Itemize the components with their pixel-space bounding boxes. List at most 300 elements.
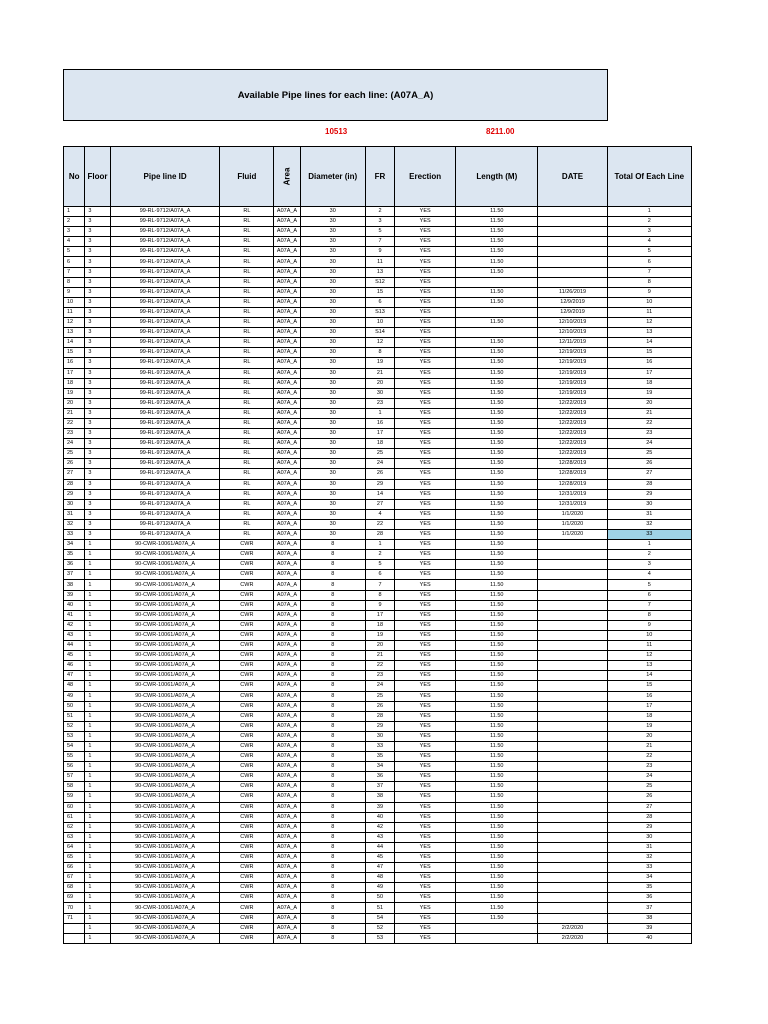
cell-fluid: CWR [220, 560, 274, 570]
cell-floor: 1 [85, 550, 110, 560]
table-row [64, 752, 692, 762]
cell-diameter: 8 [300, 853, 365, 863]
cell-floor: 3 [85, 489, 110, 499]
cell-no: 46 [64, 661, 85, 671]
cell-erection: YES [395, 913, 456, 923]
table-row [64, 903, 692, 913]
cell-erection: YES [395, 812, 456, 822]
cell-fluid: RL [220, 499, 274, 509]
cell-no: 70 [64, 903, 85, 913]
cell-pipe-line-id: 90-CWR-10061/A07A_A [110, 762, 220, 772]
cell-no: 7 [64, 267, 85, 277]
table-row [64, 550, 692, 560]
cell-diameter: 8 [300, 701, 365, 711]
table-row [64, 863, 692, 873]
cell-length [456, 328, 538, 338]
cell-fluid: CWR [220, 701, 274, 711]
cell-no: 55 [64, 752, 85, 762]
cell-erection: YES [395, 217, 456, 227]
cell-area: A07A_A [274, 449, 300, 459]
cell-pipe-line-id: 90-CWR-10061/A07A_A [110, 883, 220, 893]
cell-erection: YES [395, 318, 456, 328]
cell-length: 11.50 [456, 600, 538, 610]
cell-total: 22 [607, 752, 691, 762]
cell-diameter: 30 [300, 408, 365, 418]
cell-pipe-line-id: 99-RL-9712/A07A_A [110, 489, 220, 499]
cell-diameter: 30 [300, 348, 365, 358]
cell-no: 8 [64, 277, 85, 287]
table-row [64, 873, 692, 883]
cell-total: 11 [607, 307, 691, 317]
cell-total: 4 [607, 570, 691, 580]
cell-floor: 1 [85, 842, 110, 852]
cell-erection: YES [395, 257, 456, 267]
cell-diameter: 8 [300, 923, 365, 933]
cell-total: 18 [607, 378, 691, 388]
cell-erection: YES [395, 802, 456, 812]
table-row [64, 893, 692, 903]
cell-erection: YES [395, 620, 456, 630]
cell-no: 30 [64, 499, 85, 509]
cell-pipe-line-id: 99-RL-9712/A07A_A [110, 257, 220, 267]
cell-floor: 3 [85, 459, 110, 469]
table-row [64, 459, 692, 469]
cell-pipe-line-id: 99-RL-9712/A07A_A [110, 227, 220, 237]
cell-diameter: 30 [300, 429, 365, 439]
cell-area: A07A_A [274, 812, 300, 822]
cell-fluid: RL [220, 318, 274, 328]
cell-area: A07A_A [274, 752, 300, 762]
cell-diameter: 30 [300, 277, 365, 287]
cell-date [538, 883, 607, 893]
cell-fr: 7 [365, 580, 394, 590]
cell-floor: 3 [85, 469, 110, 479]
cell-length: 11.50 [456, 691, 538, 701]
cell-area: A07A_A [274, 842, 300, 852]
cell-length: 11.50 [456, 418, 538, 428]
cell-total: 24 [607, 772, 691, 782]
cell-total: 12 [607, 318, 691, 328]
cell-area: A07A_A [274, 499, 300, 509]
cell-erection: YES [395, 287, 456, 297]
cell-floor: 1 [85, 701, 110, 711]
cell-floor: 3 [85, 449, 110, 459]
cell-total: 8 [607, 277, 691, 287]
cell-diameter: 30 [300, 217, 365, 227]
cell-pipe-line-id: 90-CWR-10061/A07A_A [110, 772, 220, 782]
cell-erection: YES [395, 863, 456, 873]
table-row [64, 378, 692, 388]
cell-pipe-line-id: 90-CWR-10061/A07A_A [110, 903, 220, 913]
cell-no: 58 [64, 782, 85, 792]
cell-date [538, 691, 607, 701]
cell-fluid: RL [220, 398, 274, 408]
cell-area: A07A_A [274, 297, 300, 307]
cell-no: 12 [64, 318, 85, 328]
cell-erection: YES [395, 328, 456, 338]
cell-no: 61 [64, 812, 85, 822]
cell-no: 23 [64, 429, 85, 439]
cell-diameter: 30 [300, 287, 365, 297]
cell-date: 12/11/2019 [538, 338, 607, 348]
table-row [64, 429, 692, 439]
cell-fr: 42 [365, 822, 394, 832]
cell-length: 11.50 [456, 207, 538, 217]
cell-floor: 3 [85, 318, 110, 328]
cell-fluid: RL [220, 247, 274, 257]
cell-erection: YES [395, 519, 456, 529]
cell-diameter: 8 [300, 661, 365, 671]
cell-length: 11.50 [456, 570, 538, 580]
cell-date [538, 641, 607, 651]
cell-no: 1 [64, 207, 85, 217]
table-row [64, 832, 692, 842]
cell-fr: 15 [365, 287, 394, 297]
cell-date [538, 570, 607, 580]
cell-erection: YES [395, 550, 456, 560]
cell-date: 12/22/2019 [538, 418, 607, 428]
cell-date [538, 267, 607, 277]
cell-erection: YES [395, 388, 456, 398]
cell-fluid: CWR [220, 590, 274, 600]
cell-area: A07A_A [274, 933, 300, 943]
cell-pipe-line-id: 90-CWR-10061/A07A_A [110, 933, 220, 943]
cell-total: 33 [607, 863, 691, 873]
cell-area: A07A_A [274, 711, 300, 721]
cell-no: 37 [64, 570, 85, 580]
cell-date: 12/22/2019 [538, 439, 607, 449]
cell-erection: YES [395, 741, 456, 751]
cell-floor: 3 [85, 338, 110, 348]
cell-no: 60 [64, 802, 85, 812]
cell-fluid: RL [220, 489, 274, 499]
cell-pipe-line-id: 90-CWR-10061/A07A_A [110, 853, 220, 863]
cell-date [538, 752, 607, 762]
table-row [64, 822, 692, 832]
cell-length: 11.50 [456, 822, 538, 832]
cell-erection: YES [395, 418, 456, 428]
table-row [64, 499, 692, 509]
cell-length: 11.50 [456, 449, 538, 459]
cell-diameter: 8 [300, 610, 365, 620]
cell-pipe-line-id: 99-RL-9712/A07A_A [110, 358, 220, 368]
cell-diameter: 30 [300, 459, 365, 469]
cell-length: 11.50 [456, 681, 538, 691]
cell-date [538, 207, 607, 217]
table-row [64, 853, 692, 863]
cell-pipe-line-id: 99-RL-9712/A07A_A [110, 519, 220, 529]
cell-floor: 1 [85, 933, 110, 943]
cell-total: 31 [607, 509, 691, 519]
cell-erection: YES [395, 348, 456, 358]
cell-no [64, 923, 85, 933]
cell-length: 11.50 [456, 590, 538, 600]
table-row [64, 883, 692, 893]
cell-fluid: RL [220, 479, 274, 489]
cell-date: 12/19/2019 [538, 378, 607, 388]
cell-pipe-line-id: 90-CWR-10061/A07A_A [110, 651, 220, 661]
cell-fr: 18 [365, 620, 394, 630]
cell-floor: 3 [85, 277, 110, 287]
table-row [64, 933, 692, 943]
cell-floor: 1 [85, 630, 110, 640]
cell-fr: 26 [365, 701, 394, 711]
cell-total: 15 [607, 681, 691, 691]
cell-fr: 19 [365, 630, 394, 640]
cell-area: A07A_A [274, 681, 300, 691]
cell-fluid: CWR [220, 883, 274, 893]
cell-length: 11.50 [456, 671, 538, 681]
cell-pipe-line-id: 90-CWR-10061/A07A_A [110, 540, 220, 550]
cell-total: 14 [607, 671, 691, 681]
cell-diameter: 8 [300, 802, 365, 812]
cell-floor: 1 [85, 580, 110, 590]
cell-date [538, 610, 607, 620]
cell-erection: YES [395, 691, 456, 701]
cell-no: 4 [64, 237, 85, 247]
cell-fr: 20 [365, 378, 394, 388]
table-row [64, 469, 692, 479]
cell-pipe-line-id: 90-CWR-10061/A07A_A [110, 550, 220, 560]
cell-fr: 39 [365, 802, 394, 812]
cell-diameter: 30 [300, 398, 365, 408]
cell-diameter: 8 [300, 913, 365, 923]
table-row [64, 923, 692, 933]
cell-area: A07A_A [274, 741, 300, 751]
cell-area: A07A_A [274, 398, 300, 408]
cell-fr: 29 [365, 721, 394, 731]
cell-fr: 2 [365, 207, 394, 217]
report-title-box [63, 69, 608, 121]
cell-area: A07A_A [274, 519, 300, 529]
cell-area: A07A_A [274, 863, 300, 873]
cell-date: 1/1/2020 [538, 519, 607, 529]
cell-area: A07A_A [274, 348, 300, 358]
cell-area: A07A_A [274, 307, 300, 317]
cell-erection: YES [395, 772, 456, 782]
table-row [64, 287, 692, 297]
cell-date [538, 620, 607, 630]
cell-total: 7 [607, 600, 691, 610]
cell-no: 22 [64, 418, 85, 428]
cell-area: A07A_A [274, 580, 300, 590]
cell-area: A07A_A [274, 237, 300, 247]
cell-date [538, 802, 607, 812]
cell-diameter: 30 [300, 530, 365, 540]
cell-length [456, 307, 538, 317]
col-header-total: Total Of Each Line [607, 147, 691, 207]
cell-fluid: CWR [220, 540, 274, 550]
cell-floor: 3 [85, 408, 110, 418]
cell-pipe-line-id: 90-CWR-10061/A07A_A [110, 792, 220, 802]
cell-date [538, 661, 607, 671]
cell-no: 44 [64, 641, 85, 651]
cell-no: 33 [64, 530, 85, 540]
cell-pipe-line-id: 99-RL-9712/A07A_A [110, 509, 220, 519]
cell-fluid: RL [220, 338, 274, 348]
table-row [64, 227, 692, 237]
cell-diameter: 8 [300, 641, 365, 651]
cell-fr: 21 [365, 651, 394, 661]
cell-erection: YES [395, 681, 456, 691]
col-header-area-label: Area [282, 167, 292, 186]
cell-pipe-line-id: 90-CWR-10061/A07A_A [110, 661, 220, 671]
cell-length: 11.50 [456, 711, 538, 721]
cell-pipe-line-id: 99-RL-9712/A07A_A [110, 388, 220, 398]
cell-no: 27 [64, 469, 85, 479]
cell-diameter: 8 [300, 822, 365, 832]
cell-fr: 45 [365, 853, 394, 863]
cell-area: A07A_A [274, 418, 300, 428]
cell-no: 2 [64, 217, 85, 227]
cell-area: A07A_A [274, 217, 300, 227]
col-header-floor: Floor [85, 147, 110, 207]
cell-floor: 1 [85, 913, 110, 923]
cell-total: 38 [607, 913, 691, 923]
cell-date [538, 651, 607, 661]
cell-fluid: RL [220, 378, 274, 388]
cell-floor: 1 [85, 661, 110, 671]
cell-fr: 1 [365, 408, 394, 418]
table-row [64, 418, 692, 428]
cell-fr: 51 [365, 903, 394, 913]
cell-fr: 38 [365, 792, 394, 802]
cell-total: 23 [607, 429, 691, 439]
cell-diameter: 8 [300, 741, 365, 751]
cell-date [538, 792, 607, 802]
table-row [64, 439, 692, 449]
cell-fr: 8 [365, 590, 394, 600]
cell-area: A07A_A [274, 691, 300, 701]
cell-fluid: RL [220, 328, 274, 338]
cell-erection: YES [395, 792, 456, 802]
cell-total: 19 [607, 388, 691, 398]
table-row [64, 711, 692, 721]
cell-date [538, 257, 607, 267]
cell-total: 8 [607, 610, 691, 620]
cell-date [538, 731, 607, 741]
table-row [64, 509, 692, 519]
cell-length: 11.50 [456, 519, 538, 529]
cell-erection: YES [395, 651, 456, 661]
table-row [64, 812, 692, 822]
cell-fluid: CWR [220, 873, 274, 883]
cell-floor: 1 [85, 802, 110, 812]
cell-erection: YES [395, 782, 456, 792]
cell-area: A07A_A [274, 721, 300, 731]
table-row [64, 408, 692, 418]
cell-area: A07A_A [274, 853, 300, 863]
cell-fluid: CWR [220, 923, 274, 933]
cell-pipe-line-id: 99-RL-9712/A07A_A [110, 307, 220, 317]
cell-total: 23 [607, 762, 691, 772]
table-row [64, 580, 692, 590]
cell-date: 12/19/2019 [538, 368, 607, 378]
cell-total: 10 [607, 630, 691, 640]
col-header-fr: FR [365, 147, 394, 207]
cell-diameter: 8 [300, 540, 365, 550]
cell-total: 9 [607, 620, 691, 630]
cell-diameter: 30 [300, 207, 365, 217]
cell-fluid: CWR [220, 620, 274, 630]
cell-date [538, 721, 607, 731]
cell-no: 62 [64, 822, 85, 832]
cell-area: A07A_A [274, 822, 300, 832]
cell-floor: 3 [85, 257, 110, 267]
cell-no: 49 [64, 691, 85, 701]
cell-fr: 17 [365, 429, 394, 439]
table-row [64, 388, 692, 398]
cell-floor: 3 [85, 429, 110, 439]
cell-erection: YES [395, 630, 456, 640]
col-header-no: No [64, 147, 85, 207]
cell-floor: 1 [85, 570, 110, 580]
cell-diameter: 30 [300, 378, 365, 388]
cell-date [538, 247, 607, 257]
cell-fr: 9 [365, 600, 394, 610]
cell-pipe-line-id: 90-CWR-10061/A07A_A [110, 560, 220, 570]
table-row [64, 328, 692, 338]
cell-erection: YES [395, 368, 456, 378]
cell-floor: 1 [85, 792, 110, 802]
cell-area: A07A_A [274, 641, 300, 651]
cell-fr: 29 [365, 479, 394, 489]
cell-length: 11.50 [456, 439, 538, 449]
cell-length: 11.50 [456, 237, 538, 247]
cell-length: 11.50 [456, 247, 538, 257]
cell-fr: 37 [365, 782, 394, 792]
cell-date: 12/10/2019 [538, 318, 607, 328]
table-row [64, 338, 692, 348]
cell-date [538, 762, 607, 772]
table-row [64, 307, 692, 317]
cell-length: 11.50 [456, 641, 538, 651]
cell-date: 12/31/2019 [538, 499, 607, 509]
cell-floor: 3 [85, 207, 110, 217]
cell-floor: 3 [85, 267, 110, 277]
cell-diameter: 8 [300, 671, 365, 681]
cell-erection: YES [395, 499, 456, 509]
cell-no: 43 [64, 630, 85, 640]
cell-no: 18 [64, 378, 85, 388]
cell-total: 30 [607, 499, 691, 509]
cell-length: 11.50 [456, 257, 538, 267]
cell-fr: 24 [365, 459, 394, 469]
cell-date [538, 237, 607, 247]
cell-fluid: CWR [220, 893, 274, 903]
cell-pipe-line-id: 99-RL-9712/A07A_A [110, 348, 220, 358]
cell-length: 11.50 [456, 610, 538, 620]
cell-area: A07A_A [274, 368, 300, 378]
table-row [64, 701, 692, 711]
cell-no: 53 [64, 731, 85, 741]
cell-fr: 53 [365, 933, 394, 943]
cell-no: 57 [64, 772, 85, 782]
cell-no: 3 [64, 227, 85, 237]
cell-area: A07A_A [274, 701, 300, 711]
cell-pipe-line-id: 90-CWR-10061/A07A_A [110, 832, 220, 842]
cell-fluid: RL [220, 348, 274, 358]
cell-no: 36 [64, 560, 85, 570]
cell-pipe-line-id: 90-CWR-10061/A07A_A [110, 721, 220, 731]
cell-diameter: 8 [300, 893, 365, 903]
cell-date [538, 711, 607, 721]
cell-length: 11.50 [456, 812, 538, 822]
cell-no: 65 [64, 853, 85, 863]
cell-area: A07A_A [274, 459, 300, 469]
table-row [64, 671, 692, 681]
cell-fluid: CWR [220, 671, 274, 681]
